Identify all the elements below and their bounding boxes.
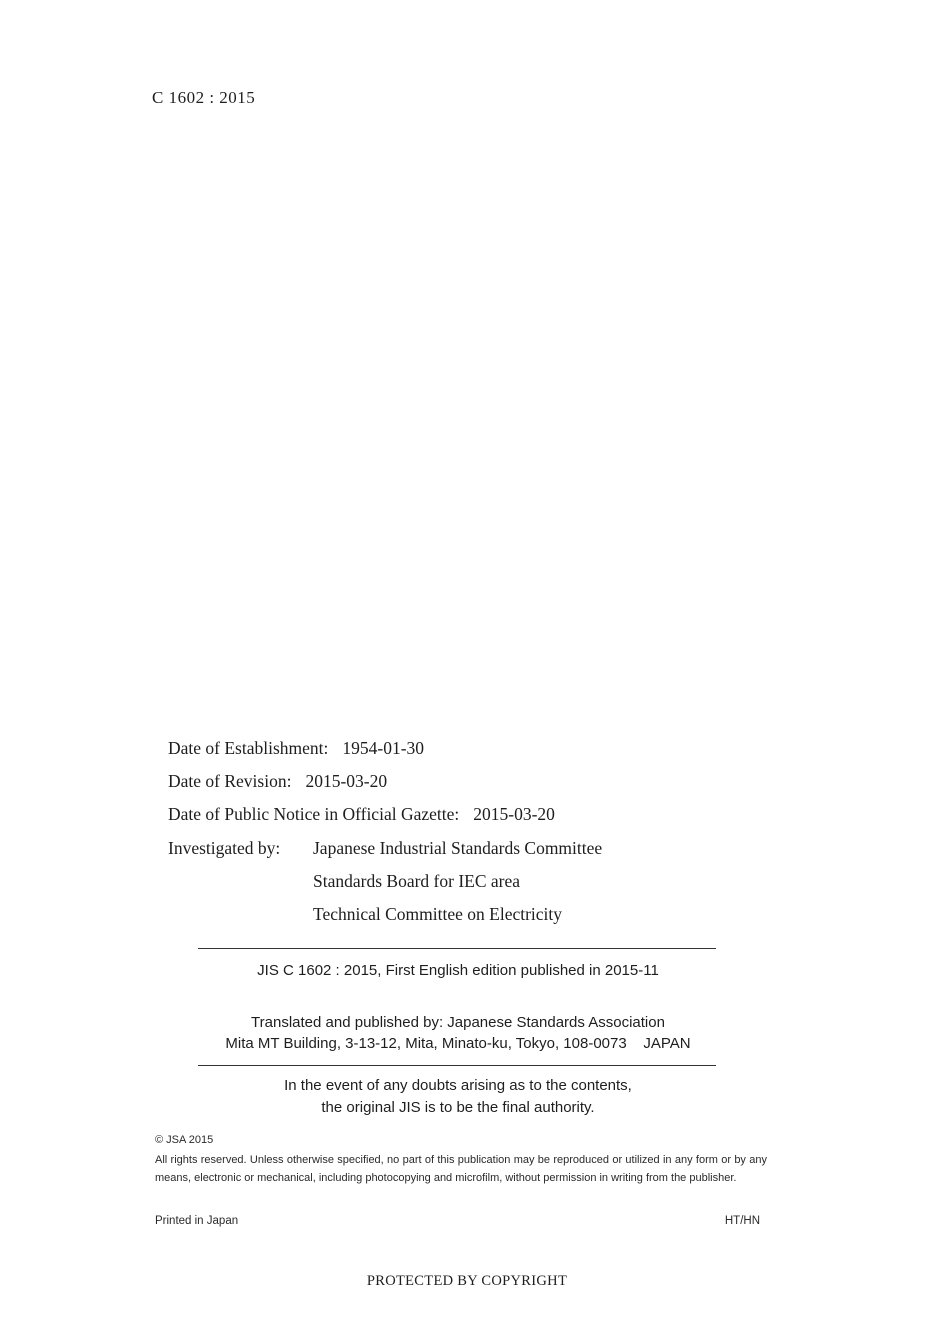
investigated-label: Investigated by:: [168, 838, 281, 858]
revision-label: Date of Revision:: [168, 771, 292, 791]
establishment-row: [168, 738, 424, 759]
copyright-notice: © JSA 2015: [155, 1134, 214, 1146]
printed-in: Printed in Japan: [155, 1215, 239, 1227]
copyright-footer: PROTECTED BY COPYRIGHT: [366, 1273, 568, 1289]
gazette-row: [168, 804, 555, 825]
revision-row: [168, 771, 387, 792]
authority-note-line-2: the original JIS is to be the final authority.: [321, 1099, 595, 1116]
gazette-date: 2015-03-20: [473, 804, 555, 824]
edition-line: JIS C 1602 : 2015, First English edition published in 2015-11: [257, 962, 659, 979]
divider-bottom: [198, 1065, 716, 1066]
investigator-3: Technical Committee on Electricity: [313, 904, 563, 924]
revision-date: 2015-03-20: [305, 771, 388, 791]
publisher-line-1: Translated and published by: Japanese Standards Association: [251, 1014, 665, 1031]
publisher-line-2: Mita MT Building, 3-13-12, Mita, Minato-ku, Tokyo, 108-0073 JAPAN: [225, 1035, 691, 1052]
authority-note-line-1: In the event of any doubts arising as to the contents,: [284, 1077, 632, 1094]
investigator-1: Japanese Industrial Standards Committee: [313, 838, 603, 858]
investigator-2: Standards Board for IEC area: [313, 871, 521, 891]
divider-top: [198, 948, 716, 949]
printer-code: HT/HN: [724, 1215, 760, 1227]
establishment-label: Date of Establishment:: [168, 738, 329, 758]
establishment-date: 1954-01-30: [342, 738, 425, 758]
rights-statement: All rights reserved. Unless otherwise specified, no part of this publication may be reproduced or utilized in any form or by any means, electronic or mechanical, including photocopying and microfilm, without permission in writing from the publisher.: [155, 1154, 767, 1184]
gazette-label: Date of Public Notice in Official Gazette:: [168, 804, 460, 824]
document-number: C 1602 : 2015: [152, 88, 256, 107]
